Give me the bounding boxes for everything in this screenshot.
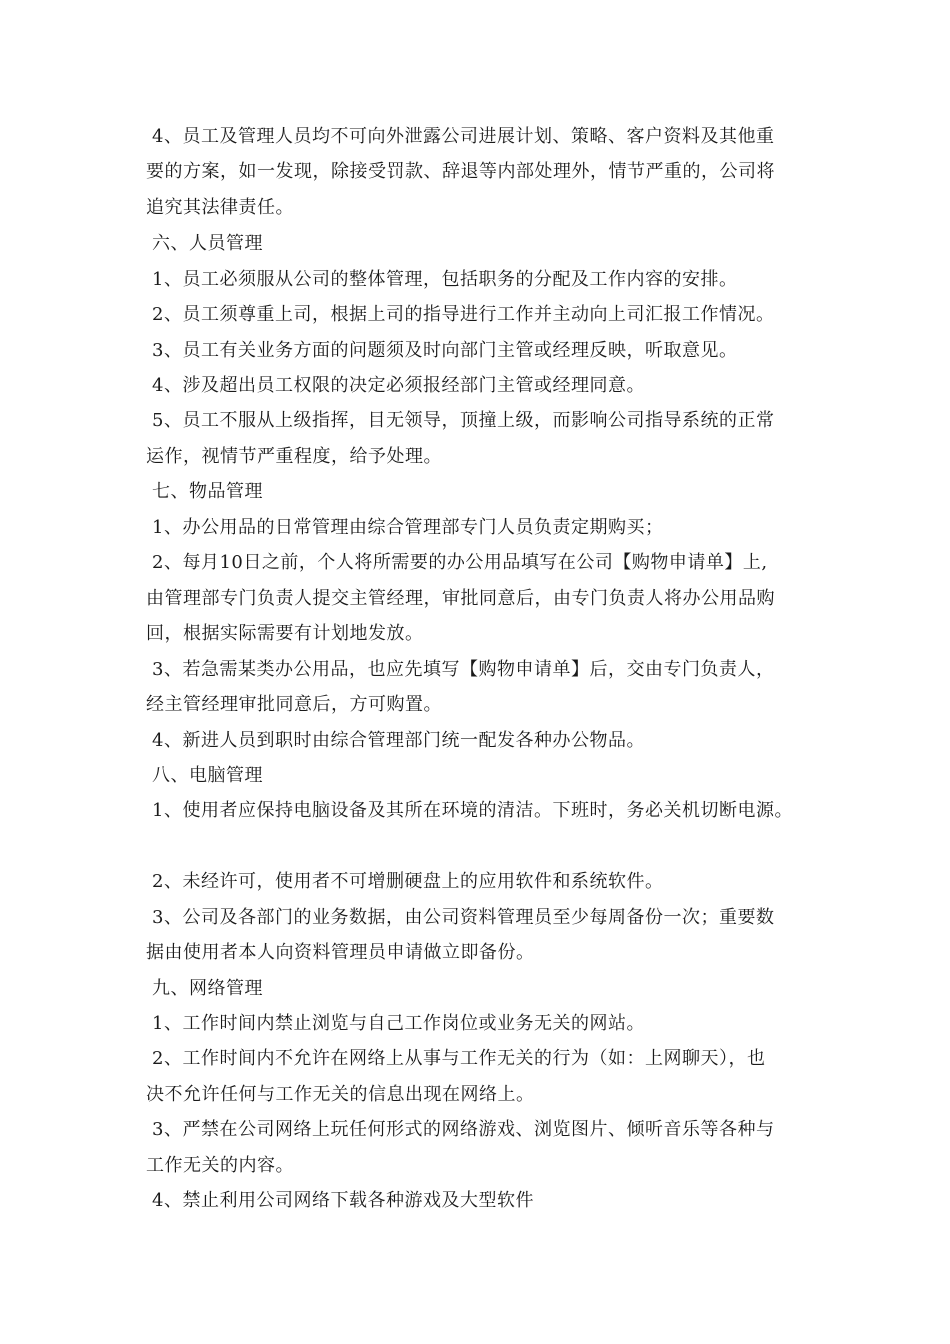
text-line: 追究其法律责任。 [146,197,294,218]
text-line: 1、使用者应保持电脑设备及其所在环境的清洁。下班时，务必关机切断电源。 [152,800,793,821]
text-line: 4、新进人员到职时由综合管理部门统一配发各种办公物品。 [152,730,645,751]
text-line: 1、员工必须服从公司的整体管理，包括职务的分配及工作内容的安排。 [152,269,738,290]
text-line: 1、工作时间内禁止浏览与自己工作岗位或业务无关的网站。 [152,1013,645,1034]
text-line: 4、禁止利用公司网络下载各种游戏及大型软件 [152,1190,534,1211]
section-heading: 八、电脑管理 [152,765,263,786]
text-line: 1、办公用品的日常管理由综合管理部专门人员负责定期购买； [152,517,664,538]
text-line: 据由使用者本人向资料管理员申请做立即备份。 [146,942,535,963]
text-line: 决不允许任何与工作无关的信息出现在网络上。 [146,1084,535,1105]
text-line: 要的方案，如一发现，除接受罚款、辞退等内部处理外，情节严重的，公司将 [146,161,775,182]
text-line: 3、严禁在公司网络上玩任何形式的网络游戏、浏览图片、倾听音乐等各种与 [152,1119,775,1140]
text-line: 4、员工及管理人员均不可向外泄露公司进展计划、策略、客户资料及其他重 [152,126,775,147]
section-heading: 七、物品管理 [152,481,263,502]
text-line: 3、公司及各部门的业务数据，由公司资料管理员至少每周备份一次；重要数 [152,907,775,928]
text-line: 运作，视情节严重程度，给予处理。 [146,446,442,467]
section-heading: 六、人员管理 [152,233,263,254]
text-line: 4、涉及超出员工权限的决定必须报经部门主管或经理同意。 [152,375,645,396]
text-line: 2、每月10日之前，个人将所需要的办公用品填写在公司【购物申请单】上, [152,552,768,573]
text-line: 2、工作时间内不允许在网络上从事与工作无关的行为（如：上网聊天），也 [152,1048,766,1069]
text-line: 5、员工不服从上级指挥，目无领导，顶撞上级，而影响公司指导系统的正常 [152,410,775,431]
text-line: 2、员工须尊重上司，根据上司的指导进行工作并主动向上司汇报工作情况。 [152,304,775,325]
text-line: 经主管经理审批同意后，方可购置。 [146,694,442,715]
section-heading: 九、网络管理 [152,978,263,999]
text-line: 回，根据实际需要有计划地发放。 [146,623,424,644]
text-line: 2、未经许可，使用者不可增删硬盘上的应用软件和系统软件。 [152,871,664,892]
text-line: 由管理部专门负责人提交主管经理，审批同意后，由专门负责人将办公用品购 [146,588,775,609]
text-line: 工作无关的内容。 [146,1155,294,1176]
text-line: 3、员工有关业务方面的问题须及时向部门主管或经理反映，听取意见。 [152,340,738,361]
text-line: 3、若急需某类办公用品，也应先填写【购物申请单】后，交由专门负责人， [152,659,775,680]
